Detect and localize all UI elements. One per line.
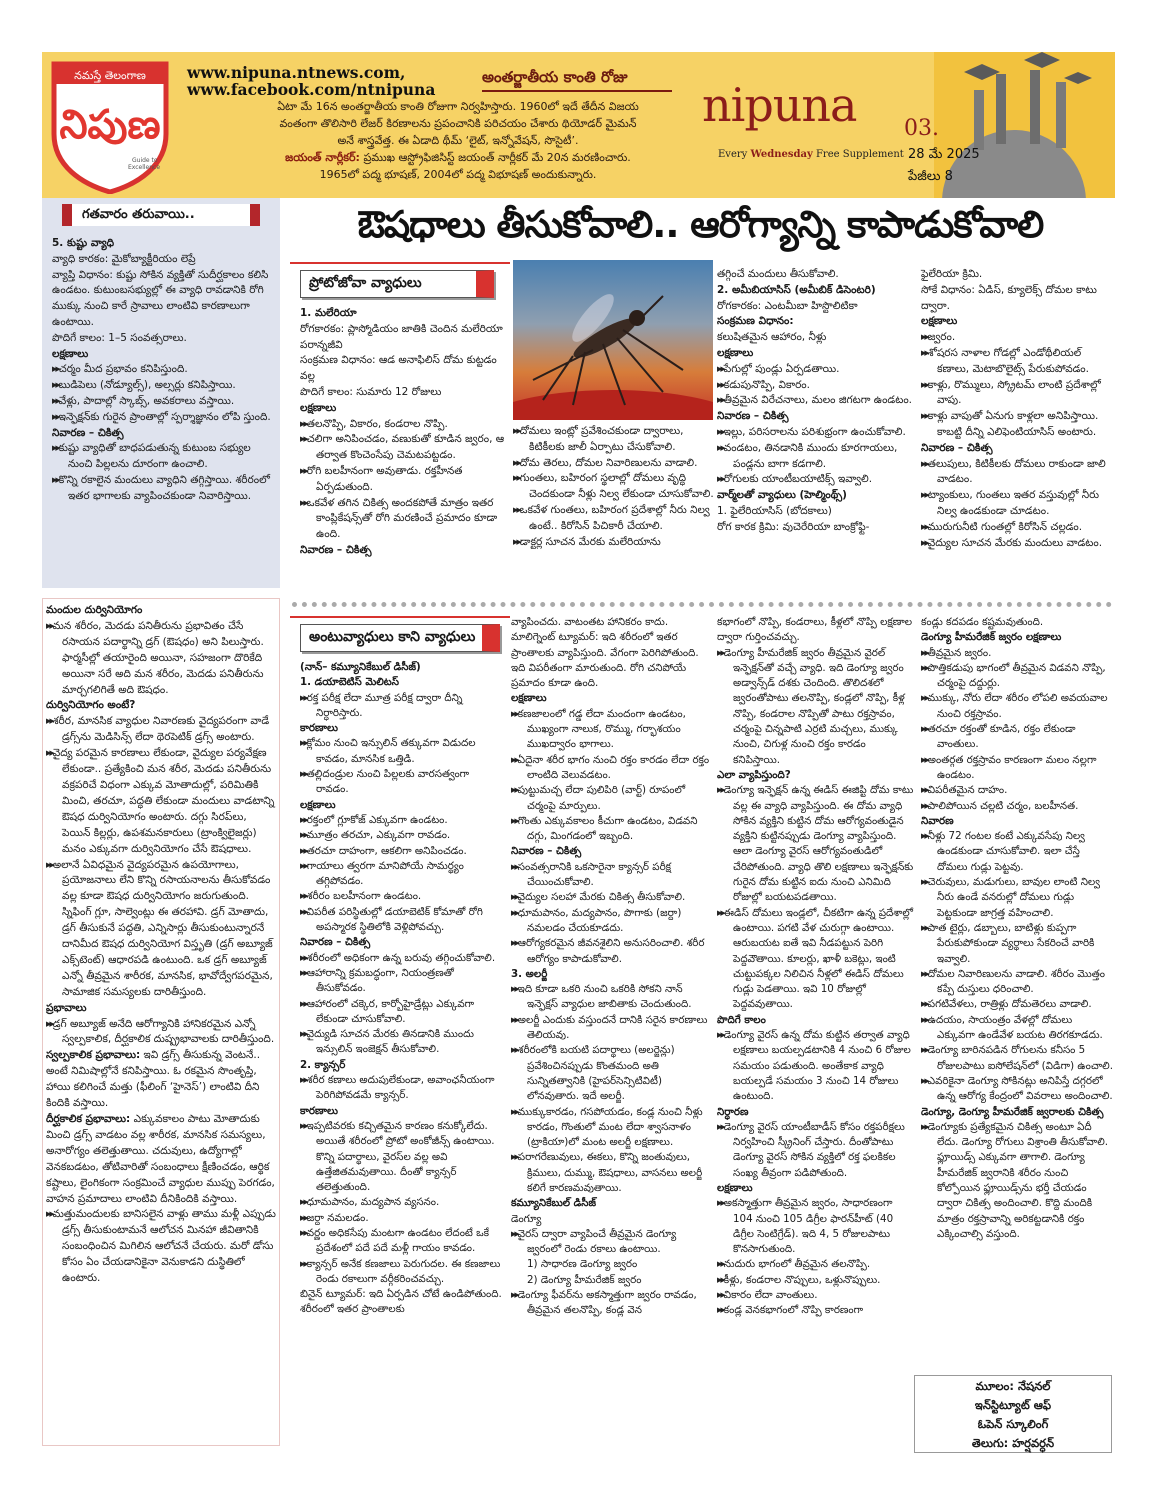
mosquito-illustration: [513, 260, 713, 420]
list-item: ▶▶ అకస్మాత్తుగా తీవ్రమైన జ్వరం, సాధారణంగా 104 నుంచి 105 డిగ్రీల ఫారన్‌హీట్ (40 డిగ్రీల సెంటిగ్రేడ్). ఇది 4, 5 రోజులపాటు కొనసాగుతుంది.: [717, 1196, 915, 1257]
treatment-heading: డెంగ్యూ, డెంగ్యూ హీమరేజిక్ జ్వరాలకు చికిత్స: [921, 1105, 1104, 1118]
filaria-title: 1. ఫైలేరియాసిస్ (బోదకాలు): [717, 504, 832, 517]
list-item: ▶▶ ఈడిస్ దోమలు ఇండ్లలో, చీకటిగా ఉన్న ప్రదేశాల్లో ఉంటాయి. పగటి వేళ చురుగ్గా ఉంటాయి. ఆరుబయట ఐతే ఇవి నీడపట్టున పెరిగి పెద్దవౌతాయి. కూలర్లు, ఖాళీ బకెట్లు, ఇంటి చుట్టుపక్కల నిలిచిన నీళ్లలో ఈడిస్ దోమలు గుడ్లు పెడతాయి. ఇవి 10 రోజుల్లో పెద్దవవుతాయి.: [717, 906, 915, 1013]
communicable-heading: కమ్యూనికేబుల్ డిసీజ్: [511, 1197, 597, 1210]
source-line: ఓపెన్ స్కూలింగ్: [977, 1417, 1049, 1431]
svg-text:నమస్తే తెలంగాణ: నమస్తే తెలంగాణ: [74, 69, 146, 82]
list-item: ▶▶ ఒకవేళ తగిన చికిత్స అందకపోతే మాత్రం ఇతర కాంప్లికేషన్స్‌తో రోగి మరణించే ప్రమాదం కూడా ఉంది.: [300, 496, 505, 543]
long-term-text: ఎక్కువకాలం పాటు మోతాదుకు మించి డ్రగ్స్ వాడటం వల్ల శారీరక, మానసిక సమస్యలు, అనారోగ్యం తలెత్తుతాయి. చదువులు, ఉద్యోగాల్లో వెనకబడటం, తోటివారితో సంబంధాలు క్షీణించడం, ఆర్థిక కష్టాలు, లైంగికంగా సంక్రమించే వ్యాధుల ముప్పు పెరగడం, వాహన ప్రమాదాలు లాంటివి దీనికిందికి వస్తాయి.: [46, 1113, 275, 1205]
narlikar-label: జయంత్ నార్లీకర్:: [285, 151, 360, 164]
page-title: ఔషధాలు తీసుకోవాలి.. ఆరోగ్యాన్ని కాపాడుకోవాలి: [357, 203, 1044, 246]
ncd-subtitle: (నాన్– కమ్యూనికేబుల్ డిసీజ్): [300, 661, 421, 673]
title-rule: [482, 90, 672, 92]
source-line: ఇన్‌స్టిట్యూట్ ఆఫ్: [974, 1398, 1052, 1412]
symptoms-heading: లక్షణాలు: [717, 1181, 753, 1194]
list-item: ▶▶ తలనొప్పి, వికారం, కండరాల నొప్పి.: [300, 417, 505, 433]
section-rule: [290, 262, 510, 264]
list-item: ▶▶ డెంగ్యూ ఇన్ఫెక్షన్ ఉన్న ఈడిస్ ఈజిప్టి దోమ కాటు వల్ల ఈ వ్యాధి వ్యాపిస్తుంది. ఈ దోమ వ్యాధి సోకిన వ్యక్తిని కుట్టిన దోమ ఆరోగ్యవంతుడైన వ్యక్తిని కుట్టినప్పుడు డెంగ్యూ వ్యాపిస్తుంది. ఆలా డెంగ్యూ వైరస్ ఆరోగ్యవంతుడిలో చేరిపోతుంది. వ్యాధి తొలి లక్షణాలు ఇన్ఫెక్షన్‌కు గురైన దోమ కుట్టిన ఐదు నుంచి ఎనిమిది రోజుల్లో బయటపడతాయి.: [717, 783, 915, 905]
svg-text:Guide to: Guide to: [132, 157, 158, 164]
causes-heading: కారణాలు: [300, 1104, 338, 1117]
list-item: ▶▶ అంతర్గత రక్తస్రావం కారణంగా మలం నల్లగా ఉండటం.: [921, 753, 1113, 784]
narlikar-line-2: 1965లో పద్మ భూషణ్, 2004లో పద్మ విభూషణ్ అందుకున్నారు.: [319, 168, 597, 181]
list-item: ▶▶ శరీర, మానసిక వ్యాధుల నివారణకు వైద్యపరంగా వాడే డ్రగ్స్‌ను మెడిసిన్స్ లేదా థెరపెటిక్ డ్రగ్స్ అంటారు.: [46, 714, 276, 746]
leprosy-agent: వ్యాధి కారకం: మైకోబ్యాక్టీరియం లెప్రే: [52, 252, 196, 265]
list-item: ▶▶ పాలిపోయిన చల్లటి చర్మం, బలహీనత.: [921, 799, 1113, 814]
spread-heading: సంక్రమణ విధానం:: [717, 315, 794, 328]
symptoms-heading: లక్షణాలు: [717, 346, 754, 359]
list-item: ▶▶ తల్లిదండ్రుల నుంచి పిల్లలకు వారసత్వంగా రావడం.: [300, 767, 505, 798]
list-item: ▶▶ క్లోమం నుంచి ఇన్సులిన్ తక్కువగా విడుదల కావడం, మానసిక ఒత్తిడి.: [300, 736, 505, 767]
list-item: ▶▶ వండటం, తినడానికి ముందు కూరగాయలు, పండ్లను బాగా కడగాలి.: [717, 441, 913, 473]
page-count: పేజీలు 8: [908, 169, 953, 184]
filaria-agent: రోగ కారక క్రిమి: వుచెరేరియా బాంక్రోఫ్టి-: [717, 520, 870, 533]
symptoms-heading: లక్షణాలు: [921, 315, 958, 328]
previous-week-heading: గతవారం తరువాయి..: [62, 204, 260, 226]
list-item: ▶▶ డెంగ్యూ వైరస్ యాంటీబాడీస్ కోసం రక్తపరీక్షలు నిర్వహించి స్క్రీనింగ్ చేస్తారు. దీంతోపాటు డెంగ్యూ వైరస్ సోకిన వ్యక్తిలో రక్త ఫలకికల సంఖ్య తీవ్రంగా పడిపోతుంది.: [717, 1120, 915, 1181]
section-rule: [290, 616, 510, 618]
leprosy-title: 5. కుష్టు వ్యాధి: [52, 237, 115, 249]
narlikar-text: ప్రముఖ ఆస్ట్రోఫిజిసిస్ట్ జయంత్ నార్లీకర్ మే 20న మరణించారు.: [363, 151, 631, 164]
graduates-illustration: [934, 52, 1115, 198]
list-item: ▶▶ డ్రగ్ అబ్యూజ్ అనేది ఆరోగ్యానికి హానికరమైన ఎన్నో స్వల్పకాలిక, దీర్ఘకాలిక దుష్ప్రభావాలకు దారితీస్తుంది.: [46, 1017, 276, 1049]
list-item: ▶▶ బుడిపెలు (నోడ్యూల్స్), అల్సర్లు కనిపిస్తాయి.: [52, 378, 278, 394]
spread-heading: ఎలా వ్యాపిస్తుంది?: [717, 768, 791, 781]
source-credit: [914, 1375, 1112, 1453]
leprosy-spread: వ్యాప్తి విధానం: కుష్టు సోకిన వ్యక్తితో సుదీర్ఘకాలం కలిసి ఉండటం. కుటుంబసభ్యుల్లో ఈ వ్యాధి రావడానికి రోగి ముక్కు నుంచి కారే స్రావాలు లాంటివి కారణాలుగా ఉంటాయి.: [52, 268, 269, 328]
list-item: ▶▶ ఏదైనా శరీర భాగం నుంచి రక్తం కారడం లేదా రక్తం లాంటిది వెలువడటం.: [511, 753, 713, 784]
benign-cont: వ్యాపించదు. వాటంతట హానికరం కాదు.: [511, 616, 669, 628]
list-item: ▶▶ చెరువులు, మడుగులు, బావుల లాంటి నిల్వ నీరు ఉండే వనరుల్లో దోమలు గుడ్లు పెట్టకుండా జాగ్రత్త వహించాలి.: [921, 875, 1113, 921]
light-day-line: అనే శాస్త్రవేత్త. ఈ ఏడాది థీమ్ ‘లైట్, ఇన్నోవేషన్, సొసైటీ’.: [337, 134, 579, 147]
list-item: ▶▶ కణజాలంలో గడ్డ లేదా మందంగా ఉండటం, ముఖ్యంగా నాలుక, రొమ్ము, గర్భాశయం ముఖద్వారం భాగాలు.: [511, 707, 713, 753]
dengue-type-1: 1) సాధారణ డెంగ్యూ జ్వరం: [527, 1258, 638, 1271]
list-item: ▶▶ దోమ తెరలు, దోమల నివారిణులను వాడాలి.: [513, 456, 718, 472]
section-divider: [292, 602, 1112, 607]
svg-text:Excellence: Excellence: [128, 164, 161, 171]
list-item: ▶▶ శోషరస నాళాల గోడల్లో ఎండోథీలియల్ కణాలు, మెటాబొలైట్స్ పేరుకుపోవడం.: [921, 346, 1113, 378]
filaria-spread: సోకే విధానం: ఏడిస్, క్యూలెక్స్ దోమల కాటు ద్వారా.: [921, 283, 1097, 312]
protozoa-tab: ప్రోటోజోవా వ్యాధులు: [300, 270, 494, 298]
list-item: ▶▶ తీవ్రమైన జ్వరం.: [921, 646, 1113, 661]
brand-name: nipuna: [702, 78, 857, 132]
list-item: ▶▶ తీవ్రమైన విరేచనాలు, మలం జిగటగా ఉండటం.: [717, 393, 913, 409]
diagnosis-heading: నిర్ధారణ: [717, 1105, 749, 1118]
list-item: ▶▶ పాత టైర్లు, డబ్బాలు, బాటిళ్లు కుప్పగా పేరుకుపోకుండా వ్యర్థాలు సేకరించే వారికి ఇవ్వాలి.: [921, 921, 1113, 967]
list-item: ▶▶ మురుగునీటి గుంతల్లో కిరోసిన్ చల్లడం.: [921, 520, 1113, 536]
list-item: ▶▶ డెంగ్యూ ఫీవర్‌ను అకస్మాత్తుగా జ్వరం రావడం, తీవ్రమైన తలనొప్పి, కండ్ల వెన: [511, 1288, 713, 1319]
list-item: ▶▶ వైద్య పరమైన కారణాలు లేకుండా, వైద్యుల పర్యవేక్షణ లేకుండా.. ప్రత్యేకించి మన శరీర, మెదడు పనితీరును వక్రపరిచే విధంగా ఎక్కువ మోతాదుల్లో, పరిమితికి మించి, తరచూ, పద్ధతి లేకుండా మందులు వాడటాన్ని ఔషధ దుర్వినియోగం అంటారు. దగ్గు సిరప్‌లు, పెయిన్ కిల్లర్లు, ఉపశమనకారులు (ట్రాంక్విలైజర్లు) మనం ఎక్కువగా దుర్వినియోగం చేసే ఔషధాలు.: [46, 746, 276, 857]
list-item: ▶▶ తరచూ రక్తంతో కూడిన, రక్తం లేకుండా వాంతులు.: [921, 722, 1113, 753]
short-term-label: స్వల్పకాలిక ప్రభావాలు:: [46, 1049, 141, 1062]
website-links: [187, 64, 435, 98]
list-item: ▶▶ ఆహారంలో చక్కెర, కార్బోహైడ్రేట్లు ఎక్కువగా లేకుండా చూసుకోవాలి.: [300, 997, 505, 1028]
short-term-text: ఇవి డ్రగ్స్ తీసుకున్న వెంటనే.. అంటే నిమిషాల్లోనే కనిపిస్తాయి. ఓ రకమైన సొంతృప్తి, హాయి కలిగించే మత్తు (ఫీలింగ్ ‘హైనెస్’) లాంటివి దీని కిందికి వస్తాయి.: [46, 1049, 261, 1110]
list-item: ▶▶ వికారం లేదా వాంతులు.: [717, 1288, 915, 1303]
list-item: ▶▶ కాళ్లు వాపుతో ఏనుగు కాళ్లలా అనిపిస్తాయి. కాబట్టి దీన్ని ఎలిఫెంటియాసిస్ అంటారు.: [921, 409, 1113, 441]
website-url[interactable]: www.nipuna.ntnews.com,: [187, 63, 406, 82]
list-item: ▶▶ గాయాలు త్వరగా మానిపోయే సామర్థ్యం తగ్గిపోవడం.: [300, 859, 505, 890]
list-item: ▶▶ వేళ్లు, పాదాల్లో స్కాబ్స్, అవకరాలు వస్తాయి.: [52, 394, 278, 410]
list-item: ▶▶ వర్ణం అధికసేపు మంటగా ఉండటం లేదంటే ఒకే ప్రదేశంలో పదే పదే మళ్లీ గాయం కావడం.: [300, 1226, 505, 1257]
list-item: ▶▶ ఇన్ఫెక్షన్‌కు గురైన ప్రాంతాల్లో స్పర్శాజ్ఞానం లోపి స్తుంది.: [52, 410, 278, 426]
nipuna-logo: [50, 58, 170, 194]
list-item: ▶▶ అలానే ఏవిధమైన వైద్యపరమైన ఉపయోగాలు, ప్రయోజనాలు లేని కొన్ని రసాయనాలను తీసుకోవడం వల్ల కూడా ఔషధ దుర్వినియోగం జరుగుతుంది. స్నిఫింగ్ గ్లూ, సాల్వెంట్లు ఈ తరహావి. డ్రగ్ మోతాదు, డ్రగ్ తీసుకునే పద్ధతి, ఎన్నిసార్లు తీసుకుంటున్నారనే దానిమీద ఔషధ దుర్వినియోగ విస్తృతి (డ్రగ్ అబ్యూజ్ ఎక్స్‌టెంట్) ఆధారపడి ఉంటుంది. ఒక డ్రగ్ అబ్యూజ్ ఎన్నో తీవ్రమైన శారీరక, మానసిక, భావోద్వేగపరమైన, సామాజిక సమస్యలకు దారితీస్తుంది.: [46, 858, 276, 1001]
list-item: ▶▶ విపరీత పరిస్థితుల్లో డయాబెటిక్ కోమాతో రోగి అపస్మారక స్థితిలోకి వెళ్లిపోవచ్చు.: [300, 905, 505, 936]
symptoms-heading: లక్షణాలు: [511, 692, 547, 705]
list-item: ▶▶ కండ్ల వెనకభాగంలో నొప్పి కారణంగా: [717, 1303, 915, 1318]
list-item: ▶▶ ఒకవేళ గుంతలు, బహిరంగ ప్రదేశాల్లో నీరు నిల్వ ఉంటే.. కిరోసిన్ పిచికారీ చేయాలి.: [513, 503, 718, 535]
list-item: ▶▶ రక్తంలో గ్లూకోజ్ ఎక్కువగా ఉండటం.: [300, 813, 505, 828]
list-item: ▶▶ తలుపులు, కిటికీలకు దోమలు రాకుండా జాలి వాడటం.: [921, 457, 1113, 489]
dhf-heading: డెంగ్యూ హీమరేజిక్ జ్వరం లక్షణాలు: [921, 631, 1062, 644]
list-item: ▶▶ డెంగ్యూ బారినపడిన రోగులను కనీసం 5 రోజులపాటు ఐసోలేషన్‌లో (విడిగా) ఉంచాలి.: [921, 1043, 1113, 1074]
leprosy-incubation: పొదిగే కాలం: 1–5 సంవత్సరాలు.: [52, 331, 187, 344]
symptoms-heading: లక్షణాలు: [300, 798, 336, 811]
list-item: ▶▶ సంవత్సరానికి ఒకసారైనా క్యాన్సర్ పరీక్ష చేయించుకోవాలి.: [511, 860, 713, 891]
cancer-title: 2. క్యాన్సర్: [300, 1058, 346, 1071]
list-item: ▶▶ నుదురు భాగంలో తీవ్రమైన తలనొప్పి.: [717, 1257, 915, 1272]
diabetes-cancer-column: [300, 660, 505, 1318]
dengue-type-2: 2) డెంగ్యూ హీమరేజిక్ జ్వరం: [527, 1273, 642, 1286]
list-item: ▶▶ గొంతు ఎక్కువకాలం కీచుగా ఉండటం, విడవని దగ్గు, మింగడంలో ఇబ్బంది.: [511, 814, 713, 845]
list-item: ▶▶ క్యాన్సర్ అనేక కణజాలు పెరుగుదల. ఈ కణజాలు రెండు రకాలుగా వర్గీకరించవచ్చు.: [300, 1257, 505, 1288]
list-item: ▶▶ డెంగ్యూ హీమరేజిక్ జ్వరం తీవ్రమైన వైరల్ ఇన్ఫెక్షన్‌తో వచ్చే వ్యాధి. ఇది డెంగ్యూ జ్వరం అడ్వాన్స్‌డ్ దశకు చెందింది. తొలిదశలో జ్వరంతోపాటు తలనొప్పి, కండ్లలో నొప్పి, కీళ్ల నొప్పి, కండరాల నొప్పితో పాటు రక్తస్రావం, చర్మంపై చిన్నపాటి ఎర్రటి మచ్చలు, ముక్కు నుంచి, చిగుళ్ల నుంచి రక్తం కారడం కనిపిస్తాయి.: [717, 646, 915, 768]
translator-credit: తెలుగు: హర్షవర్ధన్: [971, 1436, 1055, 1450]
list-item: ▶▶ పరాగరేణువులు, ఈకలు, కొన్ని జంతువులు, క్రిములు, దుమ్ము, ఔషధాలు, వాసనలు అలర్జీ కలిగే కారణమవుతాయి.: [511, 1150, 713, 1196]
list-item: ▶▶ ధూమపానం, మద్యపాన వ్యసనం.: [300, 1195, 505, 1210]
list-item: ▶▶ జర్దా నమలడం.: [300, 1211, 505, 1226]
malignant-tumor: మాలిగ్నెంట్ ట్యూమర్: ఇది శరీరంలో ఇతర ప్రాంతాలకు వ్యాపిస్తుంది. వేగంగా పెరిగిపోతుంది. ఇది విపరీతంగా మారుతుంది. రోగి చనిపోయే ప్రమాదం కూడా ఉంది.: [511, 631, 699, 690]
list-item: ▶▶ ముక్కుకారడం, గసపోయడం, కండ్ల నుంచి నీళ్లు కారడం, గొంతులో మంట లేదా శ్వాసనాళం (ట్రాకియా)లో మంట అలర్జీ లక్షణాలు.: [511, 1105, 713, 1151]
misuse-definition-heading: దుర్వినియోగం అంటే?: [46, 699, 136, 712]
amoebiasis-title: 2. అమీబియాసిస్ (అమీబిక్ డిసెంటరి): [717, 283, 876, 296]
list-item: ▶▶ కొన్ని రకాలైన మందులు వ్యాధిని తగ్గిస్తాయి. శరీరంలో ఇతర భాగాలకు వ్యాపించకుండా నివారిస్తాయి.: [52, 473, 278, 505]
list-item: ▶▶ మత్తుమందులకు బానిసలైన వాళ్లు తాము మళ్లీ ఎప్పుడు డ్రగ్స్ తీసుకుంటామనే ఆలోచన మినహా జీవితానికి సంబంధించిన మిగిలిన ఆలోచనే చేయరు. మరో డోసు కోసం ఏం చేయడానికైనా వెనుకాడని దుస్థితిలో ఉంటారు.: [46, 1207, 276, 1287]
amoebiasis-column: [717, 267, 913, 536]
dengue-title: డెంగ్యూ: [511, 1212, 542, 1225]
list-item: ▶▶ పగటివేళలు, రాత్రిళ్లు దోమతెరలు వాడాలి.: [921, 997, 1113, 1012]
malaria-incubation: పొదిగే కాలం: సుమారు 12 రోజులు: [300, 385, 442, 398]
list-item: ▶▶ చర్మం మీద ప్రభావం కనిపిస్తుంది.: [52, 362, 278, 378]
supplement-tagline: [718, 149, 904, 160]
long-term-effects: [46, 1112, 276, 1207]
current-affairs-text: [192, 98, 724, 183]
list-item: ▶▶ రక్త పరీక్ష లేదా మూత్ర పరీక్ష ద్వారా దీన్ని నిర్ధారిస్తారు.: [300, 691, 505, 722]
list-item: ▶▶ డెంగ్యూ వైరస్ ఉన్న దోమ కుట్టిన తర్వాత వ్యాధి లక్షణాలు బయల్పడటానికి 4 నుంచి 6 రోజుల సమయం పడుతుంది. అంతేకాక వ్యాధి బయల్పడే సమయం 3 నుంచి 14 రోజులు ఉంటుంది.: [717, 1028, 915, 1104]
list-item: ▶▶ వైద్యుల సలహా మేరకు చికిత్స తీసుకోవాలి.: [511, 890, 713, 905]
tagline-part: Every: [718, 149, 751, 160]
incubation-heading: పొదిగే కాలం: [717, 1013, 766, 1026]
list-item: ▶▶ తరచూ దాహంగా, ఆకలిగా అనిపించడం.: [300, 844, 505, 859]
amoebiasis-agent: రోగకారకం: ఎంటమీబా హిస్టొలిటికా: [717, 299, 858, 312]
list-item: ▶▶ పొత్తికడుపు భాగంలో తీవ్రమైన విడవని నొప్పి, చర్మంపై దద్దుర్లు.: [921, 661, 1113, 692]
symptoms-heading: లక్షణాలు: [52, 347, 89, 360]
long-term-label: దీర్ఘకాలిక ప్రభావాలు:: [46, 1113, 131, 1125]
list-item: ▶▶ డాక్టర్ల సూచన మేరకు మలేరియాను: [513, 535, 718, 551]
issue-number: 03.: [904, 116, 939, 141]
list-item: ▶▶ చలిగా అనిపించడం, వణుకుతో కూడిన జ్వరం, ఆ తర్వాత కొంచెంసేపు చెమటపట్టడం.: [300, 432, 505, 464]
treatment-heading: నివారణ – చికిత్స: [300, 543, 372, 556]
svg-text:నిపుణ: నిపుణ: [59, 102, 161, 148]
mosquito-photo: [513, 260, 713, 420]
worm-heading: వార్మ్‌లతో వ్యాధులు (హెల్మింథ్స్): [717, 489, 847, 502]
light-day-line: వంతంగా తొలిసారి లేజర్ కిరణాలను ప్రపంచానికి పరిచయం చేశారు థియోడర్ మైమన్: [279, 117, 637, 130]
list-item: ▶▶ దోమల నివారిణులను వాడాలి. శరీరం మొత్తం కప్పే దుస్తులు ధరించాలి.: [921, 967, 1113, 998]
list-item: ▶▶ నీళ్లు 72 గంటల కంటే ఎక్కువసేపు నిల్వ ఉండకుండా చూసుకోవాలి. ఇలా చేస్తే దోమలు గుడ్లు పెట్టవు.: [921, 829, 1113, 875]
dengue-cont: కభాగంలో నొప్పి, కండరాలు, కీళ్లలో నొప్పి లక్షణాల ద్వారా గుర్తించవచ్చు.: [717, 616, 913, 644]
list-item: ▶▶ రోగులకు యాంటీబయాటిక్స్ ఇవ్వాలి.: [717, 472, 913, 488]
list-item: ▶▶ డెంగ్యూకు ప్రత్యేకమైన చికిత్స అంటూ ఏదీ లేదు. డెంగ్యూ రోగులు విశ్రాంతి తీసుకోవాలి. ఫ్లూయిడ్స్ ఎక్కువగా తాగాలి. డెంగ్యూ హీమరేజిక్ జ్వరానికి శరీరం నుంచి కోల్పోయిన ఫ్లూయిడ్స్‌ను భర్తీ చేయడం ద్వారా చికిత్స అందించాలి. కొద్ది మందికి మాత్రం రక్తస్రావాన్ని అరికట్టడానికి రక్తం ఎక్కించాల్సి వస్తుంది.: [921, 1120, 1113, 1242]
list-item: ▶▶ ఉదయం, సాయంత్రం వేళల్లో దోమలు ఎక్కువగా ఉండేవేళ బయట తిరగకూడదు.: [921, 1013, 1113, 1044]
list-item: ▶▶ పేగుల్లో పుండ్లు ఏర్పడతాయి.: [717, 362, 913, 378]
list-item: ▶▶ వైద్యుడి సూచన మేరకు తినడానికి ముందు ఇన్సులిన్ ఇంజెక్షన్ తీసుకోవాలి.: [300, 1027, 505, 1058]
cancer-allergy-column: [511, 615, 713, 1319]
treatment-heading: నివారణ – చికిత్స: [511, 845, 582, 858]
list-item: ▶▶ కాళ్లు, రొమ్ములు, స్క్రోటమ్ లాంటి ప్రదేశాల్లో వాపు.: [921, 378, 1113, 410]
benign-tumor: బినైన్ ట్యూమర్: ఇది ఏర్పడిన చోటే ఉండిపోతుంది. శరీరంలో ఇతర ప్రాంతాలకు: [300, 1288, 502, 1316]
narlikar-line: [192, 149, 724, 166]
list-item: ▶▶ ఆరోగ్యకరమైన జీవనశైలిని అనుసరించాలి. శరీర ఆరోగ్యం కాపాడుకోవాలి.: [511, 936, 713, 967]
leprosy-section: [52, 236, 278, 505]
list-item: ▶▶ పుట్టుమచ్చ లేదా పులిపిరి (వార్ట్) రూపంలో చర్మంపై మార్పులు.: [511, 783, 713, 814]
dhf-column: [921, 615, 1113, 1242]
list-item: ▶▶ ధూమపానం, మద్యపానం, పొగాకు (జర్దా) నమలడం చేయకూడదు.: [511, 906, 713, 937]
list-item: ▶▶ ఇప్పటివరకు కచ్చితమైన కారణం కనుక్కోలేదు. అయితే శరీరంలో ప్రోటో అంకోజీన్స్ ఉంటాయి. కొన్ని పదార్థాలు, వైరస్‌ల వల్ల అవి ఉత్తేజితమవుతాయి. దీంతో క్యాన్సర్ తలెత్తుతుంది.: [300, 1119, 505, 1195]
list-item: ▶▶ దోమలు ఇంట్లో ప్రవేశించకుండా ద్వారాలు, కిటికీలకు జాలీ ఏర్పాటు చేసుకోవాలి.: [513, 424, 718, 456]
list-item: ▶▶ జ్వరం.: [921, 330, 1113, 346]
list-item: ▶▶ ఎవరికైనా డెంగ్యూ సోకినట్లు అనిపిస్తే దగ్గరలో ఉన్న ఆరోగ్య కేంద్రంలో వివరాలు అందించాలి.: [921, 1074, 1113, 1105]
list-item: ▶▶ వైద్యుల సూచన మేరకు మందులు వాడటం.: [921, 536, 1113, 552]
misuse-heading: మందుల దుర్వినియోగం: [46, 604, 143, 616]
list-item: ▶▶ అలర్జీ ఎందుకు వస్తుందనే దానికి సరైన కారణాలు తెలియవు.: [511, 1013, 713, 1044]
dengue-column: [717, 615, 915, 1319]
list-item: ▶▶ మన శరీరం, మెదడు పనితీరును ప్రభావితం చేసే రసాయన పదార్థాన్ని డ్రగ్ (ఔషధం) అని పిలుస్తారు. ఫార్మసీల్లో తయారైంది అయినా, సహజంగా దొరికేది అయినా సరే అది మన శరీరం, మెదడు పనితీరును మార్చగలిగితే అది ఔషధం.: [46, 619, 276, 699]
treatment-heading: నివారణ – చికిత్స: [717, 410, 789, 423]
treatment-heading: నివారణ – చికిత్స: [52, 426, 124, 439]
filaria-cont: ఫైలేరియా క్రిమి.: [921, 268, 983, 280]
tagline-weekday: Wednesday: [750, 149, 813, 160]
graduates-graphic: [934, 52, 1115, 198]
diabetes-title: 1. డయాబెటిస్ మెలిటస్: [300, 676, 399, 689]
list-item: ▶▶ మూత్రం తరచూ, ఎక్కువగా రావడం.: [300, 828, 505, 843]
list-item: ▶▶ రోగి బలహీనంగా అవుతాడు. రక్తహీనత ఏర్పడుతుంది.: [300, 464, 505, 496]
list-item: ▶▶ శరీరంలోకి బయటి పదార్థాలు (అలర్జెన్లు) ప్రవేశించినప్పుడు కొంతమంది అతి సున్నితత్వానికి (హైపర్‌సెన్సిటివిటీ) లోనవుతారు. ఇదే అలర్జీ.: [511, 1043, 713, 1104]
ncd-tab: అంటువ్యాధులు కాని వ్యాధులు: [300, 624, 500, 652]
treatment-heading: నివారణ – చికిత్స: [300, 936, 371, 949]
list-item: ▶▶ ముక్కు, నోరు లేదా శరీరం లోపలి అవయవాల నుంచి రక్తస్రావం.: [921, 691, 1113, 722]
malaria-cont: తగ్గించే మందులు తీసుకోవాలి.: [717, 268, 839, 280]
list-item: ▶▶ కుష్టు వ్యాధితో బాధపడుతున్న కుటుంబ సభ్యుల నుంచి పిల్లలను దూరంగా ఉంచాలి.: [52, 441, 278, 473]
light-day-title: అంతర్జాతీయ కాంతి రోజు: [482, 68, 628, 86]
allergy-title: 3. అలర్జీ: [511, 967, 548, 980]
list-item: ▶▶ వైరస్ ద్వారా వ్యాపించే తీవ్రమైన డెంగ్యూ జ్వరంలో రెండు రకాలు ఉంటాయి.: [511, 1227, 713, 1258]
treatment-heading: నివారణ – చికిత్స: [921, 441, 993, 454]
malaria-title: 1. మలేరియా: [300, 307, 357, 319]
malaria-agent: రోగకారకం: ప్లాస్మోడియం జాతికి చెందిన మలేరియా పరాన్నజీవి: [300, 322, 503, 351]
malaria-column: [300, 306, 505, 559]
prevention-heading: నివారణ: [921, 814, 954, 827]
list-item: ▶▶ ఇల్లు, పరిసరాలను పరిశుభ్రంగా ఉంచుకోవాలి.: [717, 425, 913, 441]
list-item: ▶▶ ఆహారాన్ని క్రమబద్ధంగా, నియంత్రణతో తీసుకోవడం.: [300, 966, 505, 997]
drug-misuse-section: [46, 603, 276, 1287]
list-item: ▶▶ కడుపునొప్పి, వికారం.: [717, 378, 913, 394]
amoebiasis-spread: కలుషితమైన ఆహారం, నీళ్లు: [717, 331, 827, 344]
list-item: ▶▶ కీళ్లు, కండరాల నొప్పులు, ఒళ్లునొప్పులు.: [717, 1273, 915, 1288]
tagline-part: Free Supplement: [812, 149, 904, 160]
short-term-effects: [46, 1048, 276, 1112]
malaria-spread: సంక్రమణ విధానం: ఆడ అనాఫిలిస్ దోమ కుట్టడం వల్ల: [300, 354, 497, 383]
list-item: ▶▶ ఇది కూడా ఒకరి నుంచి ఒకరికి సోకని నాన్ ఇన్ఫెక్షస్ వ్యాధుల జాబితాకు చెందుతుంది.: [511, 982, 713, 1013]
causes-heading: కారణాలు: [300, 722, 338, 735]
dengue-symptom-cont: కండ్లు కదపడం కష్టమవుతుంది.: [921, 616, 1044, 628]
masthead: [42, 52, 1115, 198]
light-day-line: ఏటా మే 16న అంతర్జాతీయ కాంతి రోజుగా నిర్వహిస్తారు. 1960లో ఇదే తేదీన విజయ: [277, 100, 639, 113]
issue-date: 28 మే 2025: [908, 147, 980, 162]
list-item: ▶▶ శరీర కణాలు అదుపులేకుండా, అవాంఛనీయంగా పెరిగిపోవడమే క్యాన్సర్.: [300, 1073, 505, 1104]
effects-heading: ప్రభావాలు: [46, 1001, 87, 1014]
filaria-column: [921, 267, 1113, 551]
facebook-url[interactable]: www.facebook.com/ntnipuna: [187, 80, 436, 99]
malaria-prevention: [513, 424, 718, 550]
source-line: మూలం: నేషనల్: [975, 1379, 1051, 1393]
list-item: ▶▶ శరీరంలో అధికంగా ఉన్న బరువు తగ్గించుకోవాలి.: [300, 951, 505, 966]
list-item: ▶▶ ట్యాంకులు, గుంతలు ఇతర వస్తువుల్లో నీరు నిల్వ ఉండకుండా చూడటం.: [921, 488, 1113, 520]
symptoms-heading: లక్షణాలు: [300, 401, 337, 414]
list-item: ▶▶ గుంతలు, బహిరంగ స్థలాల్లో దోమలు వృద్ధి చెందకుండా నీళ్లు నిల్వ లేకుండా చూసుకోవాలి.: [513, 471, 718, 503]
list-item: ▶▶ శరీరం బలహీనంగా ఉండటం.: [300, 889, 505, 904]
list-item: ▶▶ విపరీతమైన దాహం.: [921, 783, 1113, 798]
